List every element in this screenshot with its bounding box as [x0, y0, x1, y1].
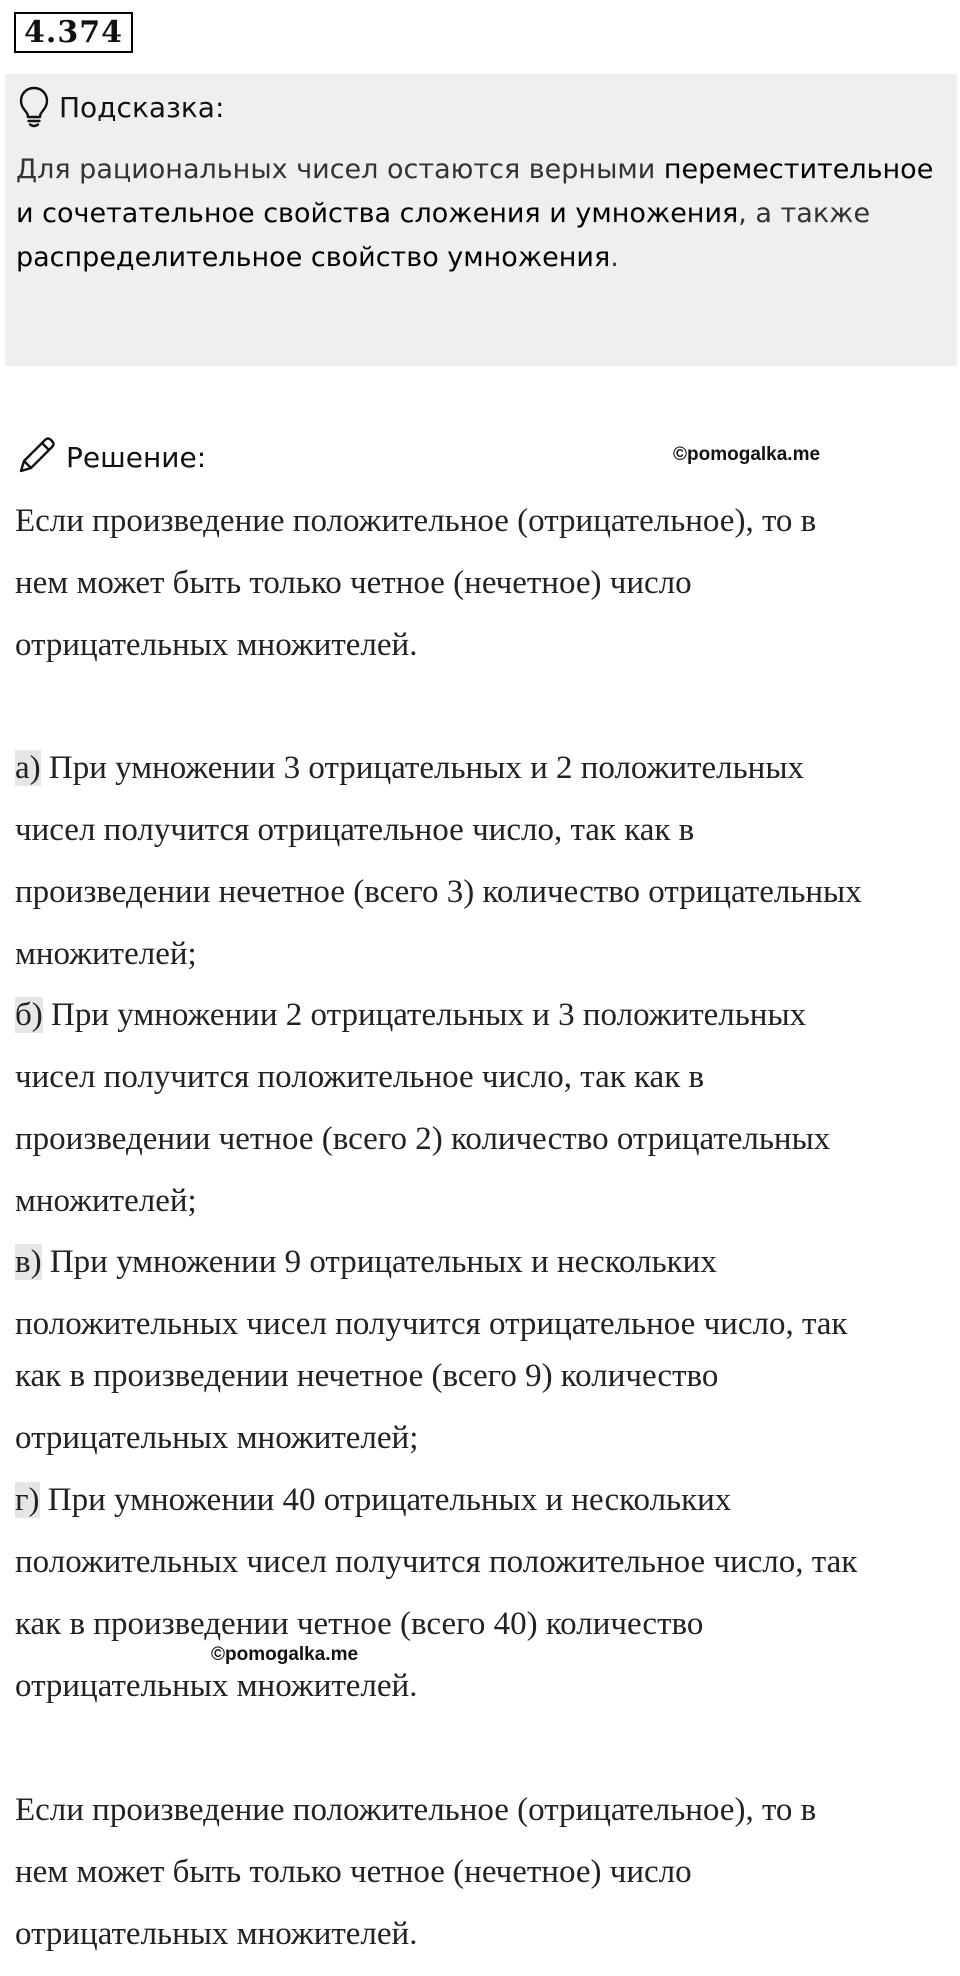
- item-c-line: как в произведении нечетное (всего 9) количество: [15, 1358, 719, 1394]
- item-b-line: множителей;: [15, 1183, 197, 1219]
- outro-line: Если произведение положительное (отрицательное), то в: [15, 1792, 817, 1828]
- item-text: При умножении 40 отрицательных и нескольких: [39, 1482, 732, 1518]
- solution-header: [16, 432, 206, 482]
- item-d-line: положительных чисел получится положительное число, так: [15, 1544, 858, 1580]
- item-marker: б): [15, 997, 43, 1033]
- item-text: При умножении 2 отрицательных и 3 положительных: [42, 997, 807, 1033]
- intro-line: отрицательных множителей.: [15, 627, 418, 663]
- hint-term: распределительное свойство умножения: [16, 242, 611, 273]
- item-text: При умножении 3 отрицательных и 2 положительных: [40, 750, 804, 786]
- item-a-line: чисел получится отрицательное число, так как в: [15, 812, 695, 848]
- watermark: ©pomogalka.me: [211, 1644, 359, 1665]
- intro-line: нем может быть только четное (нечетное) число: [15, 565, 692, 601]
- item-b-line: [15, 995, 806, 1035]
- item-c-line: отрицательных множителей;: [15, 1420, 419, 1456]
- item-marker: а): [15, 750, 41, 786]
- item-d-line: как в произведении четное (всего 40) количество: [15, 1606, 704, 1642]
- lightbulb-icon: [19, 86, 49, 128]
- hint-text: [16, 148, 936, 280]
- item-d-line: [15, 1480, 731, 1520]
- hint-title: Подсказка:: [59, 90, 225, 124]
- item-b-line: произведении четное (всего 2) количество отрицательных: [15, 1121, 831, 1157]
- hint-term: переместительное и сочетательное свойства сложения и умножения: [16, 154, 934, 229]
- item-text: При умножении 9 отрицательных и нескольких: [41, 1244, 717, 1280]
- hint-text-part: .: [610, 242, 619, 273]
- item-a-line: произведении нечетное (всего 3) количество отрицательных: [15, 874, 862, 910]
- hint-text-part: Для рациональных чисел остаются верными: [16, 154, 664, 185]
- solution-title: Решение:: [66, 440, 207, 474]
- item-d-line: отрицательных множителей.: [15, 1668, 418, 1704]
- hint-text-part: , а также: [738, 198, 871, 229]
- pencil-icon: [16, 434, 58, 481]
- watermark: ©pomogalka.me: [673, 444, 821, 465]
- item-a-line: множителей;: [15, 936, 197, 972]
- task-number: 4.374: [14, 12, 133, 53]
- item-c-line: положительных чисел получится отрицательное число, так: [15, 1306, 848, 1342]
- item-marker: г): [15, 1482, 40, 1518]
- outro-line: нем может быть только четное (нечетное) число: [15, 1854, 692, 1890]
- item-c-line: [15, 1242, 717, 1282]
- item-a-line: [15, 748, 804, 788]
- item-marker: в): [15, 1244, 42, 1280]
- item-b-line: чисел получится положительное число, так как в: [15, 1059, 705, 1095]
- intro-line: Если произведение положительное (отрицательное), то в: [15, 503, 817, 539]
- hint-header: [19, 84, 224, 130]
- hint-box: [5, 74, 957, 366]
- outro-line: отрицательных множителей.: [15, 1916, 418, 1952]
